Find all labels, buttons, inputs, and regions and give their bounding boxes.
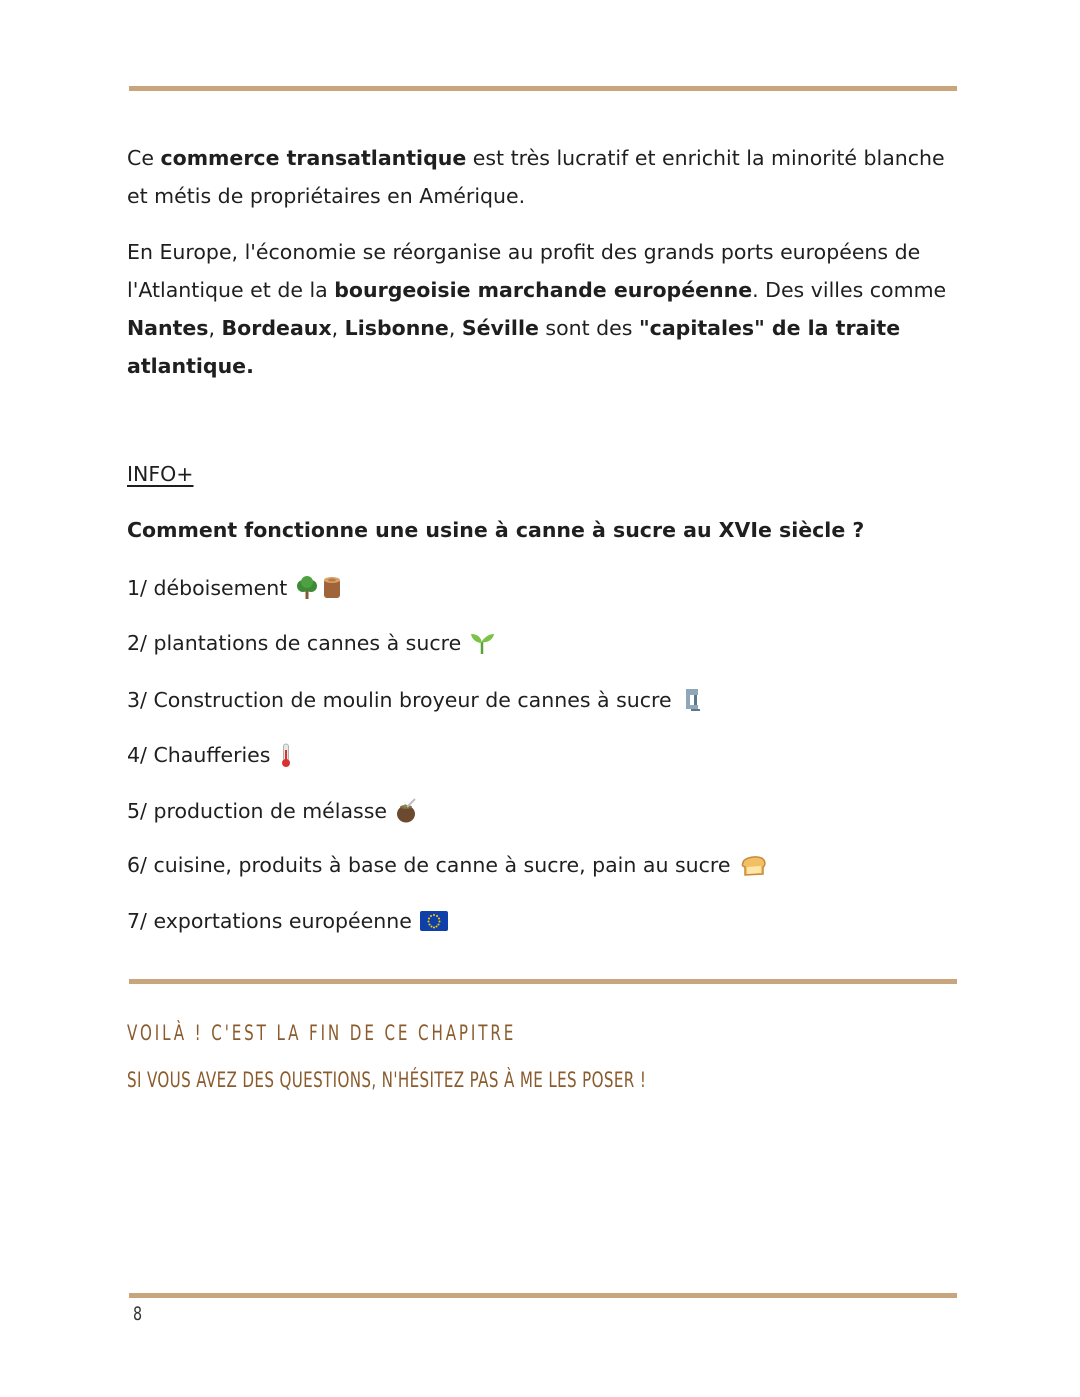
bread-icon <box>739 853 767 877</box>
log-icon <box>321 576 343 600</box>
step-4: 4/ Chaufferies <box>127 742 294 768</box>
step-6: 6/ cuisine, produits à base de canne à sucre, pain au sucre <box>127 853 767 877</box>
step-3: 3/ Construction de moulin broyeur de cannes à sucre <box>127 687 704 713</box>
closing-line-1: VOILÀ ! C'EST LA FIN DE CE CHAPITRE <box>127 1021 517 1045</box>
step-2: 2/ plantations de cannes à sucre <box>127 631 495 655</box>
top-divider <box>129 86 957 91</box>
thermometer-icon <box>278 742 294 768</box>
seedling-icon <box>469 631 495 655</box>
info-label: INFO+ <box>127 462 194 486</box>
mate-icon <box>395 798 419 824</box>
paragraph-europe: En Europe, l'économie se réorganise au profit des grands ports européens de l'Atlantique et de la bourgeoisie marchande européenne. Des villes comme Nantes, Bordeaux, Lisbonne, Séville sont des "capitales" de la traite atlantique. <box>127 240 947 378</box>
page-number: 8 <box>133 1303 143 1325</box>
middle-divider <box>129 979 957 984</box>
step-5: 5/ production de mélasse <box>127 798 419 824</box>
paragraph-commerce: Ce commerce transatlantique est très lucratif et enrichit la minorité blanche et métis de propriétaires en Amérique. <box>127 146 945 208</box>
closing-line-2: SI VOUS AVEZ DES QUESTIONS, N'HÉSITEZ PAS À ME LES POSER ! <box>127 1068 647 1092</box>
info-question: Comment fonctionne une usine à canne à sucre au XVIe siècle ? <box>127 518 865 542</box>
footer-divider <box>129 1293 957 1298</box>
clamp-icon <box>680 687 704 713</box>
eu-flag-icon <box>420 911 448 931</box>
step-7: 7/ exportations européenne <box>127 909 448 933</box>
tree-icon <box>295 576 319 600</box>
step-1: 1/ déboisement <box>127 576 343 600</box>
